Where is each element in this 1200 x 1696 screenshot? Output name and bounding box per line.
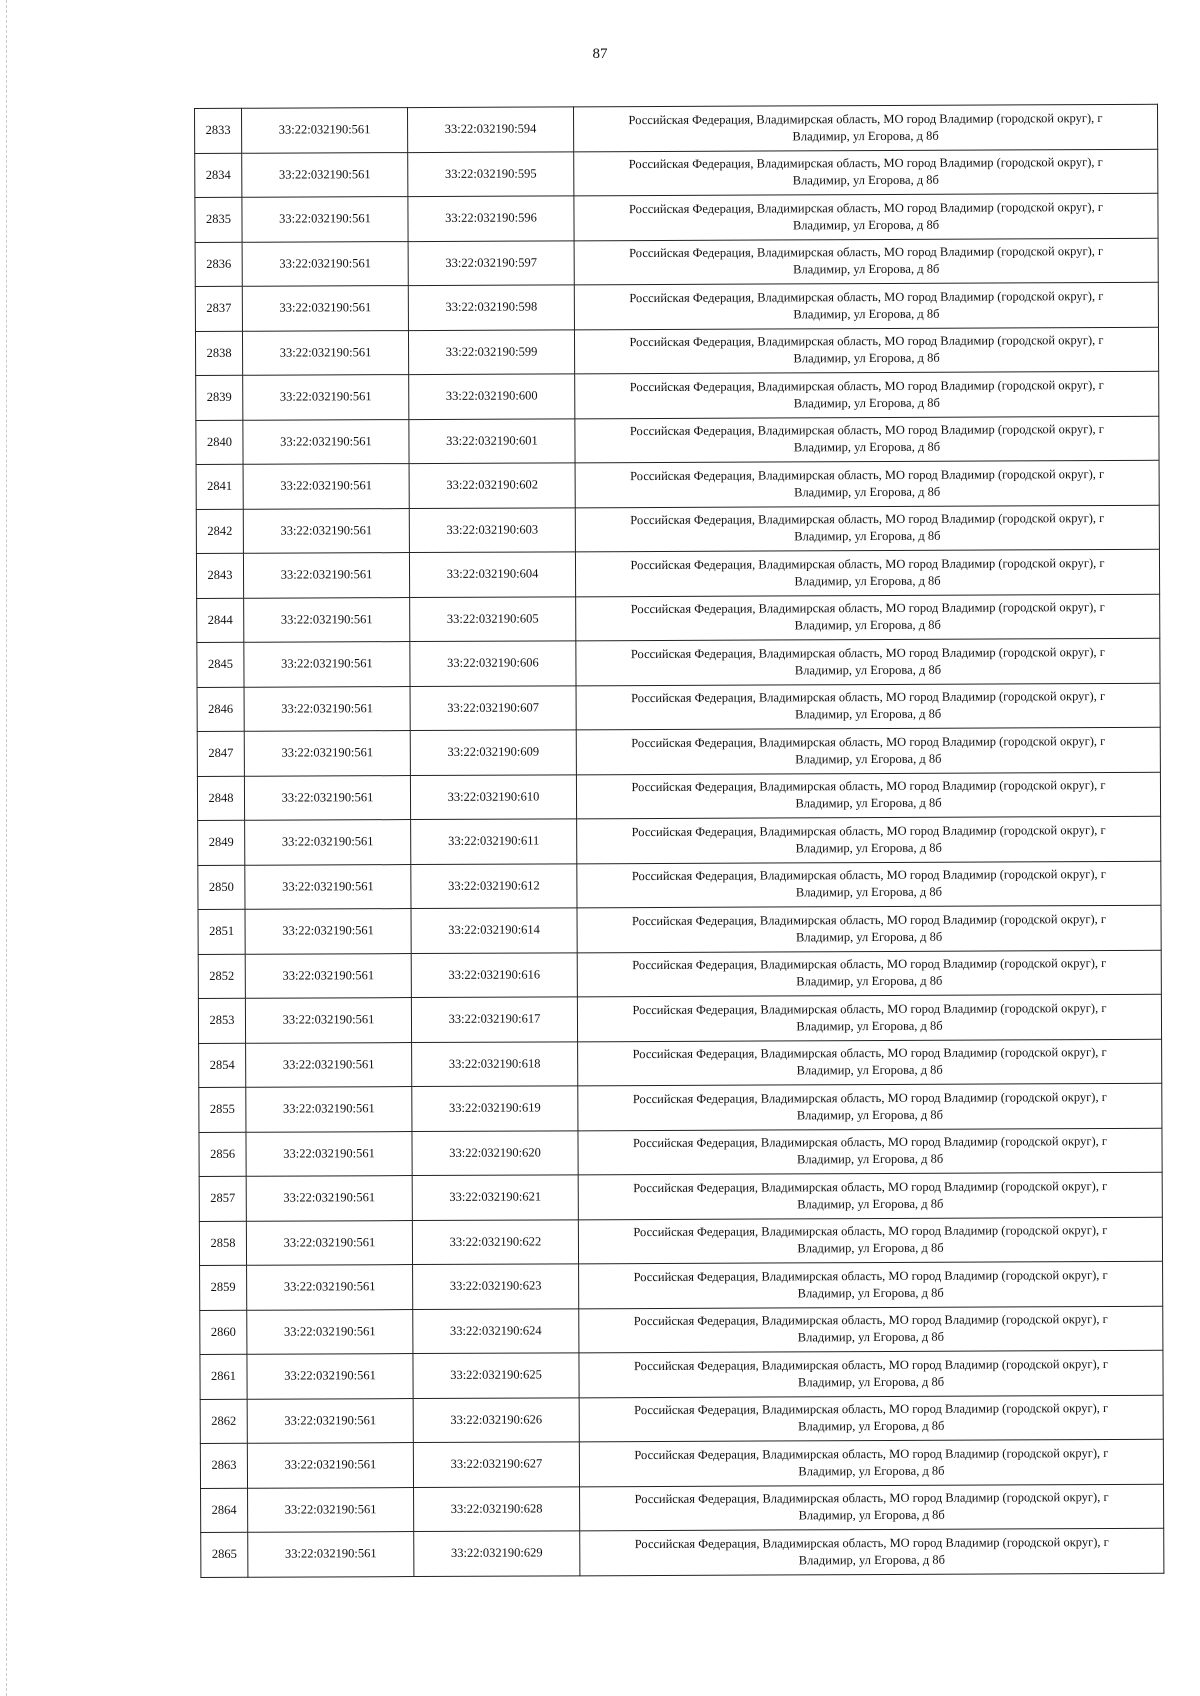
table-row <box>195 149 1158 198</box>
address-line-1: Российская Федерация, Владимирская область, МО город Владимир (городской округ), г <box>629 333 1104 350</box>
address-line-2: Владимир, ул Егорова, д 8б <box>792 128 939 144</box>
parent-cadastral-cell: 33:22:032190:561 <box>242 152 408 197</box>
row-number-cell: 2859 <box>200 1265 247 1310</box>
address-line-1: Российская Федерация, Владимирская область, МО город Владимир (городской округ), г <box>631 822 1106 839</box>
address-line-1: Российская Федерация, Владимирская область, МО город Владимир (городской округ), г <box>629 422 1104 439</box>
cadastral-number-cell: 33:22:032190:609 <box>410 730 576 775</box>
address-cell <box>579 1261 1163 1308</box>
cadastral-number-cell: 33:22:032190:628 <box>414 1486 580 1531</box>
address-cell <box>576 727 1160 774</box>
row-number-cell: 2848 <box>197 776 244 821</box>
row-number-cell: 2865 <box>201 1532 248 1577</box>
address-cell <box>575 505 1159 552</box>
table-row <box>198 994 1161 1043</box>
row-number-cell: 2852 <box>198 954 245 999</box>
address-line-1: Российская Федерация, Владимирская область, МО город Владимир (городской округ), г <box>631 689 1106 706</box>
parent-cadastral-cell: 33:22:032190:561 <box>242 330 408 375</box>
address-cell <box>576 683 1160 730</box>
address-line-2: Владимир, ул Егорова, д 8б <box>794 528 941 544</box>
address-line-2: Владимир, ул Егорова, д 8б <box>796 1018 943 1034</box>
page-number: 87 <box>592 46 608 62</box>
parent-cadastral-cell: 33:22:032190:561 <box>247 1309 413 1354</box>
parent-cadastral-cell: 33:22:032190:561 <box>244 642 410 687</box>
address-line-1: Российская Федерация, Владимирская область, МО город Владимир (городской округ), г <box>628 110 1103 127</box>
address-line-1: Российская Федерация, Владимирская область, МО город Владимир (городской округ), г <box>632 1045 1107 1062</box>
row-number-cell: 2846 <box>197 687 244 732</box>
cadastral-number-cell: 33:22:032190:622 <box>412 1219 578 1264</box>
row-number-cell: 2837 <box>195 286 242 331</box>
parent-cadastral-cell: 33:22:032190:561 <box>242 197 408 242</box>
cadastral-number-cell: 33:22:032190:600 <box>409 374 575 419</box>
address-cell <box>578 1039 1162 1086</box>
row-number-cell: 2855 <box>199 1087 246 1132</box>
cadastral-number-cell: 33:22:032190:616 <box>411 952 577 997</box>
address-cell <box>579 1306 1163 1353</box>
parent-cadastral-cell: 33:22:032190:561 <box>243 508 409 553</box>
parent-cadastral-cell: 33:22:032190:561 <box>245 864 411 909</box>
address-line-1: Российская Федерация, Владимирская область, МО город Владимир (городской округ), г <box>634 1490 1109 1507</box>
parent-cadastral-cell: 33:22:032190:561 <box>244 731 410 776</box>
cadastral-number-cell: 33:22:032190:629 <box>414 1531 580 1576</box>
cadastral-number-cell: 33:22:032190:597 <box>408 240 574 285</box>
table-row <box>200 1306 1163 1355</box>
table-row <box>200 1395 1163 1444</box>
address-cell <box>577 950 1161 997</box>
cadastral-number-cell: 33:22:032190:623 <box>413 1264 579 1309</box>
address-line-1: Российская Федерация, Владимирская область, МО город Владимир (городской округ), г <box>632 1000 1107 1017</box>
parent-cadastral-cell: 33:22:032190:561 <box>242 286 408 331</box>
table-row <box>199 1128 1162 1177</box>
cadastral-number-cell: 33:22:032190:614 <box>411 908 577 953</box>
cadastral-number-cell: 33:22:032190:612 <box>411 863 577 908</box>
address-line-1: Российская Федерация, Владимирская область, МО город Владимир (городской округ), г <box>631 778 1106 795</box>
table-row <box>195 238 1158 287</box>
parent-cadastral-cell: 33:22:032190:561 <box>245 909 411 954</box>
cadastral-number-cell: 33:22:032190:596 <box>408 196 574 241</box>
row-number-cell: 2847 <box>197 731 244 776</box>
address-line-1: Российская Федерация, Владимирская область, МО город Владимир (городской округ), г <box>630 466 1105 483</box>
address-cell <box>577 861 1161 908</box>
address-line-2: Владимир, ул Егорова, д 8б <box>798 1507 945 1523</box>
address-line-1: Российская Федерация, Владимирская область, МО город Владимир (городской округ), г <box>632 956 1107 973</box>
row-number-cell: 2839 <box>196 375 243 420</box>
cadastral-number-cell: 33:22:032190:619 <box>412 1086 578 1131</box>
cadastral-number-cell: 33:22:032190:627 <box>413 1442 579 1487</box>
address-cell <box>578 1217 1162 1264</box>
row-number-cell: 2833 <box>195 108 242 153</box>
address-line-2: Владимир, ул Егорова, д 8б <box>793 306 940 322</box>
address-cell <box>574 238 1158 285</box>
address-line-2: Владимир, ул Егорова, д 8б <box>793 439 941 455</box>
table-row <box>196 505 1159 554</box>
address-line-2: Владимир, ул Егорова, д 8б <box>796 973 943 989</box>
table-row <box>197 683 1160 732</box>
parent-cadastral-cell: 33:22:032190:561 <box>244 597 410 642</box>
address-line-2: Владимир, ул Егорова, д 8б <box>794 662 942 678</box>
address-line-1: Российская Федерация, Владимирская область, МО город Владимир (городской округ), г <box>630 555 1105 572</box>
address-line-2: Владимир, ул Егорова, д 8б <box>797 1196 944 1212</box>
table-row <box>197 638 1160 687</box>
table-row <box>201 1528 1164 1577</box>
parent-cadastral-cell: 33:22:032190:561 <box>242 108 408 153</box>
address-line-1: Российская Федерация, Владимирская область, МО город Владимир (городской округ), г <box>634 1445 1109 1462</box>
cadastral-number-cell: 33:22:032190:594 <box>408 107 574 152</box>
address-line-2: Владимир, ул Егорова, д 8б <box>794 617 941 633</box>
address-line-2: Владимир, ул Егорова, д 8б <box>794 573 941 589</box>
cadastral-number-cell: 33:22:032190:618 <box>412 1041 578 1086</box>
table-row <box>198 905 1161 954</box>
address-line-2: Владимир, ул Егорова, д 8б <box>796 1107 944 1123</box>
address-line-2: Владимир, ул Егорова, д 8б <box>795 795 942 811</box>
cadastral-number-cell: 33:22:032190:626 <box>413 1397 579 1442</box>
table-row <box>195 327 1158 376</box>
address-cell <box>574 149 1158 196</box>
table-row <box>197 727 1160 776</box>
address-line-2: Владимир, ул Егорова, д 8б <box>794 484 941 500</box>
row-number-cell: 2863 <box>200 1443 247 1488</box>
row-number-cell: 2864 <box>201 1488 248 1533</box>
address-line-1: Российская Федерация, Владимирская область, МО город Владимир (городской округ), г <box>633 1178 1108 1195</box>
parent-cadastral-cell: 33:22:032190:561 <box>247 1354 413 1399</box>
address-cell <box>576 594 1160 641</box>
address-cell <box>577 816 1161 863</box>
cadastral-number-cell: 33:22:032190:595 <box>408 151 574 196</box>
table-row <box>198 950 1161 999</box>
address-line-1: Российская Федерация, Владимирская область, МО город Владимир (городской округ), г <box>630 600 1105 617</box>
address-line-2: Владимир, ул Егорова, д 8б <box>795 929 943 945</box>
row-number-cell: 2843 <box>196 553 243 598</box>
parent-cadastral-cell: 33:22:032190:561 <box>243 419 409 464</box>
table-row <box>199 1083 1162 1132</box>
parent-cadastral-cell: 33:22:032190:561 <box>243 553 409 598</box>
address-cell <box>579 1439 1163 1486</box>
address-line-1: Российская Федерация, Владимирская область, МО город Владимир (городской округ), г <box>628 155 1103 172</box>
address-line-2: Владимир, ул Егорова, д 8б <box>797 1374 945 1390</box>
address-line-1: Российская Федерация, Владимирская область, МО город Владимир (городской округ), г <box>634 1534 1109 1551</box>
address-line-2: Владимир, ул Егорова, д 8б <box>792 217 940 233</box>
row-number-cell: 2838 <box>195 331 242 376</box>
address-line-2: Владимир, ул Егорова, д 8б <box>793 261 940 277</box>
table-row <box>198 816 1161 865</box>
cadastral-number-cell: 33:22:032190:610 <box>410 774 576 819</box>
cadastral-number-cell: 33:22:032190:598 <box>408 285 574 330</box>
address-line-1: Российская Федерация, Владимирская область, МО город Владимир (городской округ), г <box>632 911 1107 928</box>
row-number-cell: 2834 <box>195 153 242 198</box>
parent-cadastral-cell: 33:22:032190:561 <box>246 1131 412 1176</box>
cadastral-number-cell: 33:22:032190:624 <box>413 1308 579 1353</box>
address-cell <box>574 327 1158 374</box>
address-line-2: Владимир, ул Егорова, д 8б <box>795 751 942 767</box>
row-number-cell: 2835 <box>195 197 242 242</box>
address-line-2: Владимир, ул Егорова, д 8б <box>795 706 942 722</box>
registry-table <box>194 104 1164 1578</box>
row-number-cell: 2850 <box>198 865 245 910</box>
parent-cadastral-cell: 33:22:032190:561 <box>247 1398 413 1443</box>
address-cell <box>577 905 1161 952</box>
row-number-cell: 2862 <box>200 1399 247 1444</box>
cadastral-number-cell: 33:22:032190:620 <box>412 1130 578 1175</box>
parent-cadastral-cell: 33:22:032190:561 <box>246 1176 412 1221</box>
cadastral-number-cell: 33:22:032190:603 <box>409 507 575 552</box>
address-cell <box>574 282 1158 329</box>
row-number-cell: 2861 <box>200 1354 247 1399</box>
address-cell <box>578 1172 1162 1219</box>
address-line-1: Российская Федерация, Владимирская область, МО город Владимир (городской округ), г <box>633 1267 1108 1284</box>
address-line-2: Владимир, ул Егорова, д 8б <box>798 1552 945 1568</box>
address-line-1: Российская Федерация, Владимирская область, МО город Владимир (городской округ), г <box>631 733 1106 750</box>
parent-cadastral-cell: 33:22:032190:561 <box>245 998 411 1043</box>
address-cell <box>579 1350 1163 1397</box>
table-row <box>197 594 1160 643</box>
parent-cadastral-cell: 33:22:032190:561 <box>247 1443 413 1488</box>
registry-table-body <box>195 104 1164 1577</box>
parent-cadastral-cell: 33:22:032190:561 <box>247 1265 413 1310</box>
table-row <box>201 1484 1164 1533</box>
parent-cadastral-cell: 33:22:032190:561 <box>243 375 409 420</box>
table-row <box>196 416 1159 465</box>
row-number-cell: 2858 <box>199 1221 246 1266</box>
table-row <box>195 282 1158 331</box>
table-row <box>197 772 1160 821</box>
address-cell <box>578 1128 1162 1175</box>
row-number-cell: 2851 <box>198 909 245 954</box>
row-number-cell: 2840 <box>196 420 243 465</box>
cadastral-number-cell: 33:22:032190:607 <box>410 685 576 730</box>
address-line-2: Владимир, ул Егорова, д 8б <box>793 395 940 411</box>
table-row <box>196 371 1159 420</box>
table-row <box>196 549 1159 598</box>
table-row <box>195 193 1158 242</box>
parent-cadastral-cell: 33:22:032190:561 <box>246 1042 412 1087</box>
row-number-cell: 2860 <box>200 1310 247 1355</box>
address-line-1: Российская Федерация, Владимирская область, МО город Владимир (городской округ), г <box>629 377 1104 394</box>
cadastral-number-cell: 33:22:032190:611 <box>411 819 577 864</box>
row-number-cell: 2857 <box>199 1176 246 1221</box>
parent-cadastral-cell: 33:22:032190:561 <box>244 686 410 731</box>
parent-cadastral-cell: 33:22:032190:561 <box>246 1220 412 1265</box>
cadastral-number-cell: 33:22:032190:604 <box>409 552 575 597</box>
address-cell <box>575 549 1159 596</box>
row-number-cell: 2854 <box>199 1043 246 1088</box>
address-line-2: Владимир, ул Егорова, д 8б <box>796 1062 943 1078</box>
address-line-2: Владимир, ул Егорова, д 8б <box>797 1240 944 1256</box>
parent-cadastral-cell: 33:22:032190:561 <box>248 1532 414 1577</box>
address-line-2: Владимир, ул Егорова, д 8б <box>797 1285 944 1301</box>
address-line-2: Владимир, ул Егорова, д 8б <box>798 1418 945 1434</box>
cadastral-number-cell: 33:22:032190:602 <box>409 463 575 508</box>
address-cell <box>580 1528 1164 1575</box>
cadastral-number-cell: 33:22:032190:617 <box>411 997 577 1042</box>
scan-edge-line <box>6 0 7 1696</box>
address-line-1: Российская Федерация, Владимирская область, МО город Владимир (городской округ), г <box>630 511 1105 528</box>
address-cell <box>575 416 1159 463</box>
parent-cadastral-cell: 33:22:032190:561 <box>244 775 410 820</box>
table-row <box>199 1217 1162 1266</box>
table-row <box>195 104 1158 153</box>
address-line-1: Российская Федерация, Владимирская область, МО город Владимир (городской округ), г <box>629 288 1104 305</box>
table-row <box>200 1350 1163 1399</box>
parent-cadastral-cell: 33:22:032190:561 <box>242 241 408 286</box>
address-line-2: Владимир, ул Егорова, д 8б <box>795 884 943 900</box>
address-cell <box>577 994 1161 1041</box>
row-number-cell: 2844 <box>197 598 244 643</box>
address-cell <box>575 371 1159 418</box>
cadastral-number-cell: 33:22:032190:625 <box>413 1353 579 1398</box>
address-line-1: Российская Федерация, Владимирская область, МО город Владимир (городской округ), г <box>630 644 1105 661</box>
address-line-2: Владимир, ул Егорова, д 8б <box>793 350 940 366</box>
parent-cadastral-cell: 33:22:032190:561 <box>248 1487 414 1532</box>
cadastral-number-cell: 33:22:032190:621 <box>412 1175 578 1220</box>
row-number-cell: 2849 <box>198 820 245 865</box>
parent-cadastral-cell: 33:22:032190:561 <box>245 820 411 865</box>
address-line-1: Российская Федерация, Владимирская область, МО город Владимир (городской округ), г <box>634 1401 1109 1418</box>
address-line-1: Российская Федерация, Владимирская область, МО город Владимир (городской округ), г <box>631 867 1106 884</box>
row-number-cell: 2853 <box>198 998 245 1043</box>
address-cell <box>579 1395 1163 1442</box>
cadastral-number-cell: 33:22:032190:601 <box>409 418 575 463</box>
address-line-2: Владимир, ул Егорова, д 8б <box>796 1151 944 1167</box>
table-row <box>200 1261 1163 1310</box>
row-number-cell: 2841 <box>196 464 243 509</box>
row-number-cell: 2856 <box>199 1132 246 1177</box>
parent-cadastral-cell: 33:22:032190:561 <box>245 953 411 998</box>
address-line-1: Российская Федерация, Владимирская область, МО город Владимир (городской округ), г <box>633 1312 1108 1329</box>
address-line-2: Владимир, ул Егорова, д 8б <box>792 173 939 188</box>
row-number-cell: 2842 <box>196 509 243 554</box>
address-cell <box>575 460 1159 507</box>
address-line-1: Российская Федерация, Владимирская область, МО город Владимир (городской округ), г <box>633 1223 1108 1240</box>
parent-cadastral-cell: 33:22:032190:561 <box>243 464 409 509</box>
parent-cadastral-cell: 33:22:032190:561 <box>246 1087 412 1132</box>
cadastral-number-cell: 33:22:032190:599 <box>408 329 574 374</box>
address-cell <box>576 638 1160 685</box>
address-line-1: Российская Федерация, Владимирская область, МО город Владимир (городской округ), г <box>628 199 1103 216</box>
address-line-1: Российская Федерация, Владимирская область, МО город Владимир (городской округ), г <box>629 244 1104 261</box>
table-row <box>200 1439 1163 1488</box>
address-line-1: Российская Федерация, Владимирская область, МО город Владимир (городской округ), г <box>632 1089 1107 1106</box>
table-row <box>196 460 1159 509</box>
address-cell <box>576 772 1160 819</box>
address-line-2: Владимир, ул Егорова, д 8б <box>798 1463 945 1479</box>
address-cell <box>578 1083 1162 1130</box>
row-number-cell: 2836 <box>195 242 242 287</box>
address-cell <box>580 1484 1164 1531</box>
table-row <box>198 861 1161 910</box>
cadastral-number-cell: 33:22:032190:605 <box>410 596 576 641</box>
cadastral-number-cell: 33:22:032190:606 <box>410 641 576 686</box>
address-line-1: Российская Федерация, Владимирская область, МО город Владимир (городской округ), г <box>632 1134 1108 1151</box>
address-cell <box>573 104 1157 151</box>
row-number-cell: 2845 <box>197 642 244 687</box>
address-cell <box>574 193 1158 240</box>
address-line-2: Владимир, ул Егорова, д 8б <box>795 840 942 856</box>
address-line-1: Российская Федерация, Владимирская область, МО город Владимир (городской округ), г <box>633 1356 1109 1373</box>
table-row <box>199 1039 1162 1088</box>
table-row <box>199 1172 1162 1221</box>
address-line-2: Владимир, ул Егорова, д 8б <box>797 1329 944 1345</box>
